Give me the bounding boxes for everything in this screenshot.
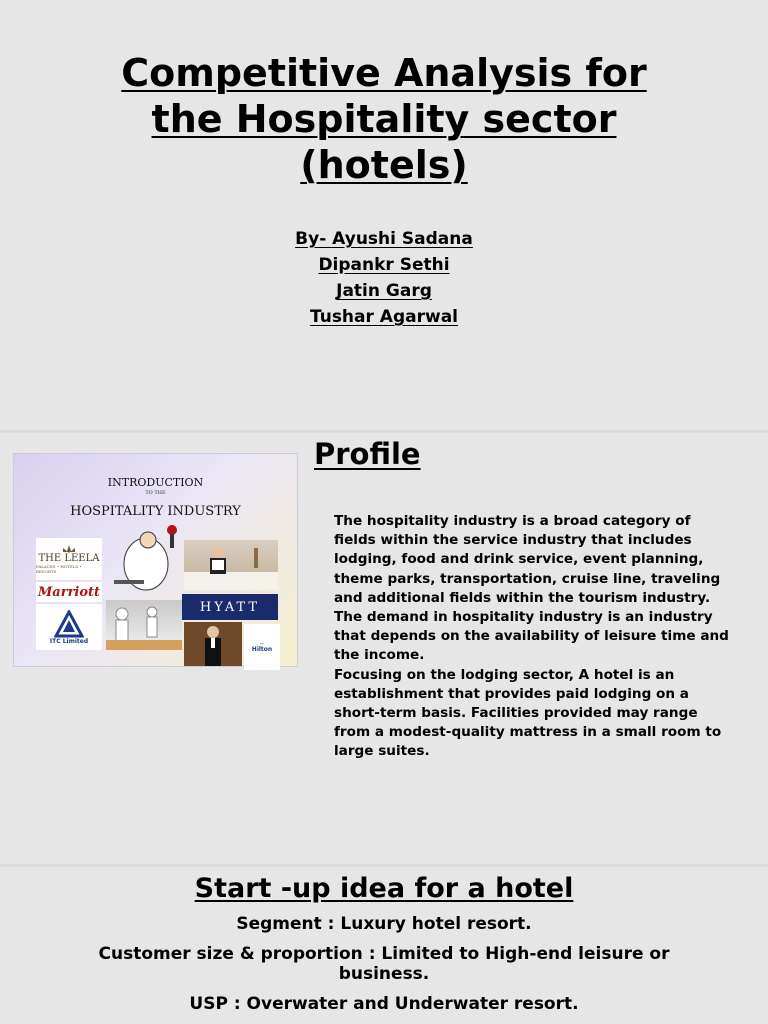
leela-logo-text: THE LEELA (38, 552, 100, 564)
authors-list (0, 226, 768, 330)
hyatt-logo: HYATT (182, 594, 278, 620)
title-slide (0, 0, 768, 430)
marriott-logo: Marriott (36, 582, 102, 602)
itc-logo-text: ITC Limited (49, 637, 89, 645)
chefs-photo (106, 600, 182, 650)
lotus-icon (61, 545, 77, 553)
segment-text: Segment : Luxury hotel resort. (236, 914, 532, 934)
profile-heading: Profile (314, 437, 421, 471)
author-2: Dipankr Sethi (318, 255, 450, 275)
leela-logo-subtext: PALACES • HOTELS • RESORTS (36, 563, 82, 574)
image-caption-intro: INTRODUCTION (107, 476, 204, 489)
profile-body (334, 512, 734, 762)
image-caption-industry: HOSPITALITY INDUSTRY (70, 504, 241, 519)
profile-paragraph-2: The demand in hospitality industry is an industry that depends on the availability of leisure time and the income. (334, 609, 729, 664)
hotel-room-photo (184, 540, 278, 590)
author-4: Tushar Agarwal (309, 307, 458, 327)
waiter-illustration-icon (104, 520, 184, 600)
startup-heading-text: Start -up idea for a hotel (194, 873, 574, 904)
author-3: Jatin Garg (336, 281, 432, 301)
waiter-icon (184, 622, 242, 666)
startup-heading (0, 873, 768, 904)
housekeeper-icon (184, 540, 278, 590)
hilton-logo (244, 624, 280, 670)
waiter-photo (184, 622, 242, 666)
crowne-plaza-mark: — (260, 641, 264, 646)
itc-logo (36, 604, 102, 650)
author-1: By- Ayushi Sadana (295, 229, 473, 249)
chef-icon (106, 600, 182, 650)
usp-text: USP : Overwater and Underwater resort. (189, 994, 579, 1014)
hilton-logo-text: Hilton (251, 646, 273, 653)
profile-paragraph-3: Focusing on the lodging sector, A hotel is an establishment that provides paid lodging on a short-term basis. Facilities provided may range from a modest-quality mattress in a small room to large suites. (334, 666, 722, 760)
profile-paragraph-1: The hospitality industry is a broad category of fields within the service industry that includes lodging, food and drink service, event planning, theme parks, transportation, cruise line, traveling and additional fields within the tourism industry. (334, 513, 721, 606)
slide-title (0, 50, 768, 188)
profile-slide (0, 433, 768, 864)
title-line-3: (hotels) (300, 143, 468, 187)
startup-idea-slide (0, 867, 768, 1024)
customer-text: Customer size & proportion : Limited to High-end leisure or business. (98, 944, 670, 984)
title-line-1: Competitive Analysis for (121, 51, 647, 95)
itc-emblem-icon (54, 610, 84, 638)
hospitality-industry-image (13, 453, 298, 667)
title-line-2: the Hospitality sector (151, 97, 617, 141)
image-caption-tothe: TO THE (145, 490, 166, 496)
leela-logo (36, 538, 102, 580)
